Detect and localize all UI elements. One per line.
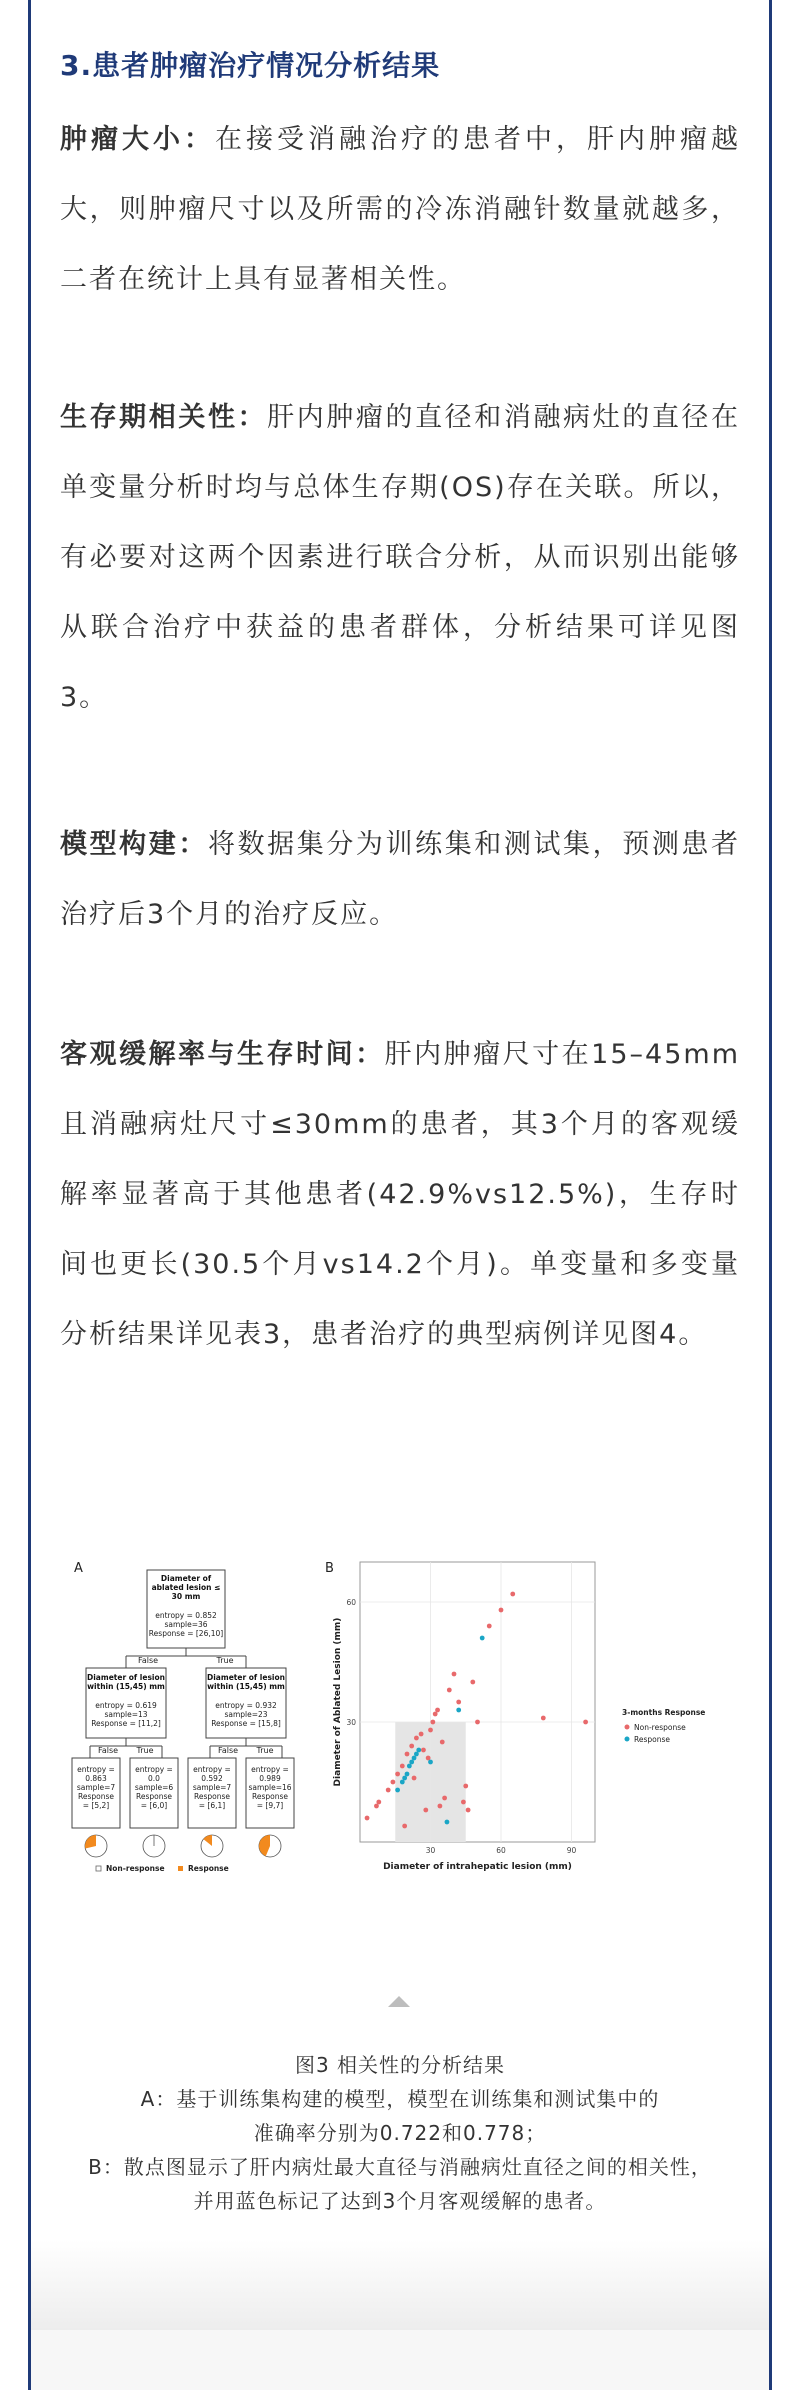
scatter-legend — [622, 1708, 705, 1744]
data-point — [416, 1748, 421, 1753]
leaf-text: entropy = — [135, 1765, 173, 1774]
data-point — [442, 1796, 447, 1801]
bottom-card — [31, 2330, 769, 2390]
figure-3 — [60, 1550, 740, 1910]
data-point — [405, 1752, 410, 1757]
data-point — [475, 1720, 480, 1725]
data-point — [414, 1736, 419, 1741]
caption-line: A：基于训练集构建的模型，模型在训练集和测试集中的 — [140, 2087, 660, 2111]
node-text: sample=23 — [224, 1710, 268, 1719]
caption-line: 准确率分别为0.722和0.778； — [253, 2121, 547, 2145]
node-text: entropy = 0.932 — [215, 1701, 277, 1710]
data-point — [386, 1788, 391, 1793]
tree-root-node — [147, 1570, 225, 1648]
legend-swatch-non-response — [96, 1866, 101, 1871]
left-frame-border — [28, 0, 31, 2390]
legend-series-non-response: Non-response — [634, 1723, 686, 1732]
x-tick-label: 30 — [425, 1846, 436, 1855]
leaf-text: sample=7 — [76, 1783, 116, 1792]
leaf-text: Response — [77, 1792, 115, 1801]
node-text: within (15,45) mm — [87, 1682, 165, 1691]
node-text: Response = [26,10] — [148, 1629, 224, 1638]
paragraph-label: 肿瘤大小： — [60, 124, 215, 155]
data-point — [428, 1760, 433, 1765]
data-point — [391, 1780, 396, 1785]
true-label: True — [256, 1746, 274, 1755]
data-point — [402, 1824, 407, 1829]
data-point — [480, 1636, 485, 1641]
data-point — [365, 1816, 370, 1821]
false-label: False — [97, 1746, 119, 1755]
false-label: False — [137, 1656, 159, 1665]
data-point — [456, 1708, 461, 1713]
data-point — [463, 1784, 468, 1789]
data-point — [426, 1756, 431, 1761]
leaf-text: 0.592 — [201, 1774, 223, 1783]
tree-leaf-4 — [246, 1758, 294, 1828]
paragraph-response-survival — [60, 1020, 740, 1370]
leaf-text: 0.989 — [259, 1774, 281, 1783]
data-point — [487, 1624, 492, 1629]
node-text: sample=36 — [164, 1620, 208, 1629]
leaf-text: = [9,7] — [256, 1801, 284, 1810]
leaf-text: 0.0 — [148, 1774, 160, 1783]
node-text: ablated lesion ≤ — [151, 1583, 221, 1592]
right-frame-border — [769, 0, 772, 2390]
false-label: False — [217, 1746, 239, 1755]
data-point — [435, 1708, 440, 1713]
paragraph-label: 生存期相关性： — [60, 402, 268, 433]
node-text: Diameter of lesion — [207, 1673, 285, 1682]
data-point — [499, 1608, 504, 1613]
legend-response: Response — [188, 1864, 229, 1873]
true-label: True — [136, 1746, 154, 1755]
panel-a-label: A — [74, 1561, 83, 1576]
legend-swatch-response — [178, 1866, 183, 1871]
data-point — [402, 1776, 407, 1781]
y-axis-label: Diameter of Ablated Lesion (mm) — [333, 1617, 343, 1787]
data-point — [430, 1720, 435, 1725]
tree-edge-level2 — [90, 1738, 282, 1758]
data-point — [428, 1728, 433, 1733]
data-point — [433, 1712, 438, 1717]
leaf-text: sample=7 — [192, 1783, 232, 1792]
legend-non-response: Non-response — [106, 1864, 165, 1873]
tree-legend — [96, 1864, 229, 1873]
leaf-text: Response — [135, 1792, 173, 1801]
panel-b-label: B — [325, 1561, 334, 1576]
data-point — [461, 1800, 466, 1805]
paragraph-text: 肝内肿瘤尺寸在15–45mm且消融病灶尺寸≤30mm的患者，其3个月的客观缓解率显著高于其他患者(42.9%vs12.5%)，生存时间也更长(30.5个月vs14.2个月)。单变量和多变量分析结果详见表3，患者治疗的典型病例详见图4。 — [60, 1039, 740, 1350]
data-point — [407, 1764, 412, 1769]
paragraph-label: 模型构建： — [60, 829, 208, 860]
leaf-pie-charts — [85, 1835, 281, 1857]
data-point — [421, 1748, 426, 1753]
data-point — [456, 1700, 461, 1705]
data-point — [409, 1760, 414, 1765]
data-point — [409, 1744, 414, 1749]
leaf-text: = [6,0] — [140, 1801, 168, 1810]
figure-3-graphic — [60, 1550, 740, 1910]
data-point — [452, 1672, 457, 1677]
caret-up-icon — [388, 1996, 410, 2007]
leaf-text: Response — [193, 1792, 231, 1801]
data-point — [510, 1592, 515, 1597]
data-point — [470, 1680, 475, 1685]
node-text: Diameter of — [160, 1574, 212, 1583]
x-axis-label: Diameter of intrahepatic lesion (mm) — [383, 1862, 572, 1872]
true-label: True — [216, 1656, 234, 1665]
data-point — [400, 1780, 405, 1785]
paragraph-text: 在接受消融治疗的患者中，肝内肿瘤越大，则肿瘤尺寸以及所需的冷冻消融针数量就越多，二者在统计上具有显著相关性。 — [60, 124, 740, 295]
paragraph-text: 肝内肿瘤的直径和消融病灶的直径在单变量分析时均与总体生存期(OS)存在关联。所以，有必要对这两个因素进行联合分析，从而识别出能够从联合治疗中获益的患者群体，分析结果可详见图3。 — [60, 402, 741, 713]
paragraph-text: 将数据集分为训练集和测试集，预测患者治疗后3个月的治疗反应。 — [60, 829, 741, 930]
leaf-text: entropy = — [193, 1765, 231, 1774]
data-point — [419, 1732, 424, 1737]
caption-line: 并用蓝色标记了达到3个月客观缓解的患者。 — [193, 2189, 607, 2213]
data-point — [583, 1720, 588, 1725]
node-text: Diameter of lesion — [87, 1673, 165, 1682]
paragraph-survival-correlation — [60, 383, 740, 733]
data-point — [423, 1808, 428, 1813]
leaf-text: entropy = — [77, 1765, 115, 1774]
legend-title: 3-months Response — [622, 1708, 706, 1717]
caption-title: 图3 相关性的分析结果 — [294, 2053, 506, 2077]
data-point — [412, 1756, 417, 1761]
data-point — [412, 1776, 417, 1781]
data-point — [541, 1716, 546, 1721]
data-point — [400, 1764, 405, 1769]
legend-marker-non-response — [625, 1725, 630, 1730]
data-point — [438, 1804, 443, 1809]
leaf-text: sample=16 — [248, 1783, 292, 1792]
data-point — [395, 1772, 400, 1777]
y-tick-label: 30 — [346, 1718, 356, 1727]
leaf-text: Response — [251, 1792, 289, 1801]
legend-series-response: Response — [634, 1735, 671, 1744]
paragraph-label: 客观缓解率与生存时间： — [60, 1039, 385, 1070]
legend-marker-response — [625, 1737, 630, 1742]
data-point — [414, 1752, 419, 1757]
node-text: entropy = 0.852 — [155, 1611, 217, 1620]
node-text: within (15,45) mm — [207, 1682, 285, 1691]
tree-leaf-2 — [130, 1758, 178, 1828]
data-point — [447, 1688, 452, 1693]
leaf-text: 0.863 — [85, 1774, 107, 1783]
node-text: 30 mm — [171, 1592, 201, 1601]
data-point — [395, 1788, 400, 1793]
x-tick-label: 60 — [496, 1846, 506, 1855]
tree-right-node — [206, 1668, 286, 1738]
paragraph-model-building — [60, 810, 740, 950]
leaf-text: sample=6 — [134, 1783, 174, 1792]
section-title: 3.患者肿瘤治疗情况分析结果 — [60, 49, 441, 82]
paragraph-tumor-size — [60, 105, 740, 315]
data-point — [374, 1804, 379, 1809]
tree-left-node — [86, 1668, 166, 1738]
y-tick-label: 60 — [346, 1598, 356, 1607]
scatter-plot — [333, 1562, 705, 1872]
node-text: Response = [11,2] — [91, 1719, 161, 1728]
data-point — [405, 1772, 410, 1777]
x-tick-label: 90 — [566, 1846, 577, 1855]
data-point — [466, 1808, 471, 1813]
leaf-text: = [6,1] — [198, 1801, 226, 1810]
data-point — [376, 1800, 381, 1805]
node-text: sample=13 — [104, 1710, 148, 1719]
data-point — [440, 1740, 445, 1745]
data-point — [445, 1820, 450, 1825]
caption-line: B：散点图显示了肝内病灶最大直径与消融病灶直径之间的相关性， — [88, 2155, 712, 2179]
node-text: entropy = 0.619 — [95, 1701, 157, 1710]
tree-leaf-3 — [188, 1758, 236, 1828]
tree-leaf-1 — [72, 1758, 120, 1828]
node-text: Response = [15,8] — [211, 1719, 281, 1728]
leaf-text: = [5,2] — [82, 1801, 110, 1810]
leaf-text: entropy = — [251, 1765, 289, 1774]
